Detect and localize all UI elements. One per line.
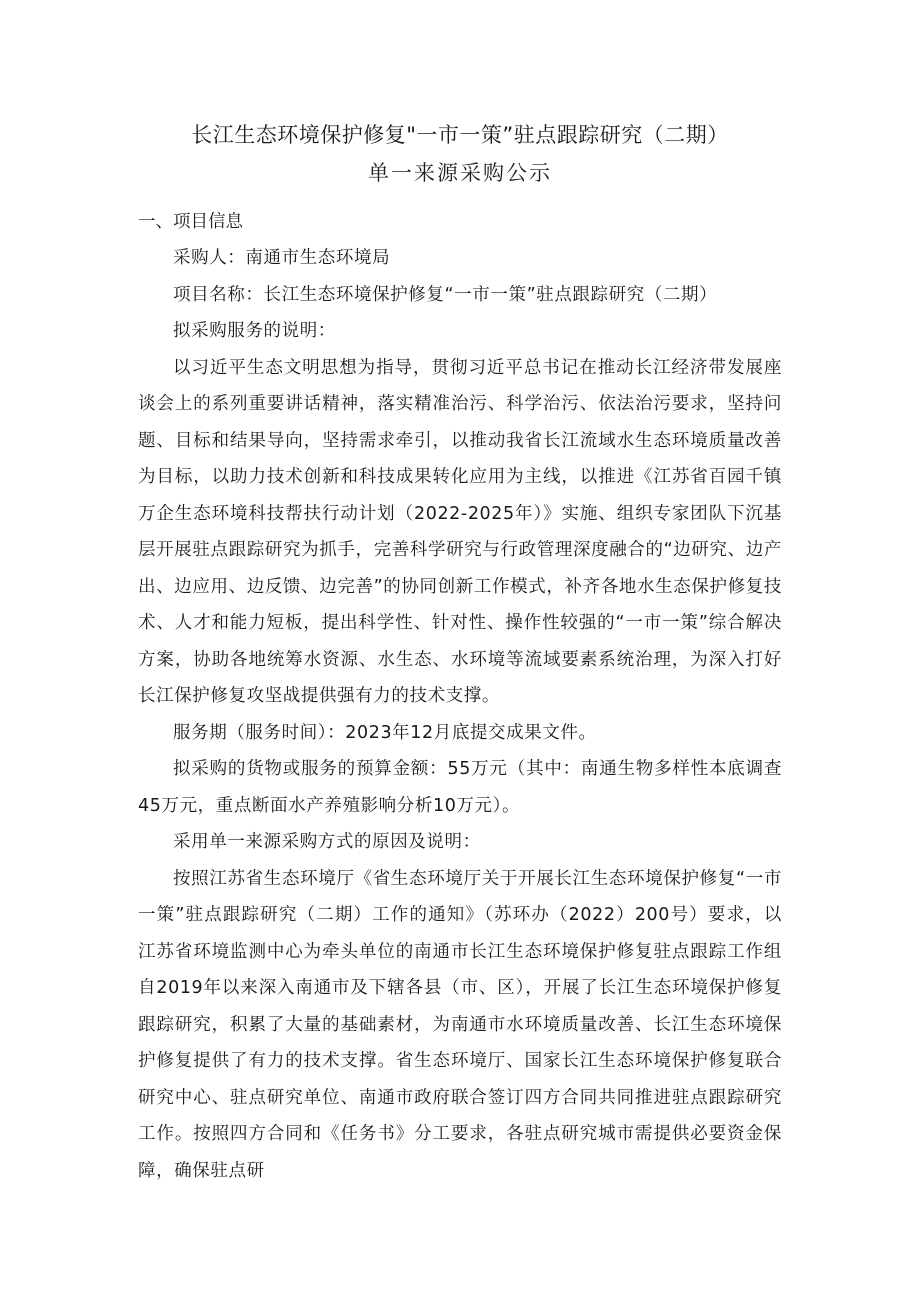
reason-label: 采用单一来源采购方式的原因及说明：: [173, 832, 481, 852]
section-heading-project-info: 一、项目信息: [138, 212, 243, 232]
reason-paragraph: 按照江苏省生态环境厅《省生态环境厅关于开展长江生态环境保护修复“一市一策”驻点跟踪研究（二期）工作的通知》（苏环办（2022）200号）要求，以江苏省环境监测中心为牵头单位的南通市长江生态环境保护修复驻点跟踪工作组自2019年以来深入南通市及下辖各县（市、区），开展了长江生态环境保护修复跟踪研究，积累了大量的基础素材，为南通市水环境质量改善、长江生态环境保护修复提供了有力的技术支撑。省生态环境厅、国家长江生态环境保护修复联合研究中心、驻点研究单位、南通市政府联合签订四方合同共同推进驻点跟踪研究工作。按照四方合同和《任务书》分工要求，各驻点研究城市需提供必要资金保障，确保驻点研: [138, 868, 782, 1181]
service-desc-label: 拟采购服务的说明：: [173, 321, 336, 341]
service-period-paragraph: 服务期（服务时间）：2023年12月底提交成果文件。: [173, 722, 597, 743]
document-subtitle: 单一来源采购公示: [368, 161, 552, 185]
document-page: [138, 116, 782, 1189]
buyer-line: 采购人：南通市生态环境局: [173, 248, 391, 268]
project-name-line: 项目名称：长江生态环境保护修复“一市一策”驻点跟踪研究（二期）: [173, 284, 718, 305]
document-title: 长江生态环境保护修复"一市一策”驻点跟踪研究（二期）: [191, 123, 729, 147]
budget-paragraph: 拟采购的货物或服务的预算金额：55万元（其中：南通生物多样性本底调查45万元，重点断面水产养殖影响分析10万元）。: [138, 759, 782, 816]
service-desc-paragraph: 以习近平生态文明思想为指导，贯彻习近平总书记在推动长江经济带发展座谈会上的系列重要讲话精神，落实精准治污、科学治污、依法治污要求，坚持问题、目标和结果导向，坚持需求牵引，以推动我省长江流域水生态环境质量改善为目标，以助力技术创新和科技成果转化应用为主线，以推进《江苏省百园千镇万企生态环境科技帮扶行动计划（2022-2025年）》实施、组织专家团队下沉基层开展驻点跟踪研究为抓手，完善科学研究与行政管理深度融合的“边研究、边产出、边应用、边反馈、边完善”的协同创新工作模式，补齐各地水生态保护修复技术、人才和能力短板，提出科学性、针对性、操作性较强的“一市一策”综合解决方案，协助各地统筹水资源、水生态、水环境等流域要素系统治理，为深入打好长江保护修复攻坚战提供强有力的技术支撑。: [138, 357, 782, 706]
